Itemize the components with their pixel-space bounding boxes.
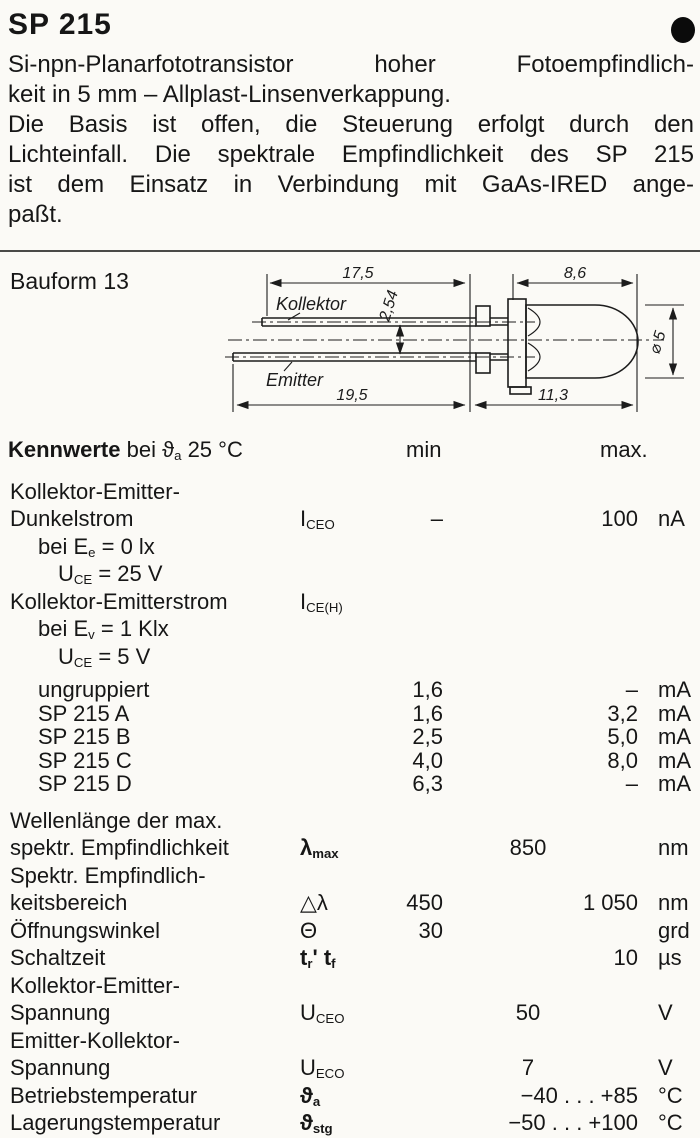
table-row	[0, 1110, 700, 1138]
param-name: Öffnungswinkel	[10, 917, 161, 943]
value-min: 1,6	[412, 677, 443, 702]
param-name: Dunkelstrom	[10, 506, 134, 531]
table-row	[0, 973, 700, 1001]
param-name: Kollektor-Emitterstrom	[10, 588, 228, 614]
table-row	[0, 1055, 700, 1083]
param-name: SP 215 C	[38, 747, 132, 773]
param-symbol: Θ	[300, 917, 318, 943]
table-rows	[0, 479, 700, 1138]
value-unit: V	[658, 1000, 673, 1025]
description-line: ist dem Einsatz in Verbindung mit GaAs-IRED ange-	[8, 171, 694, 198]
table-row	[0, 677, 700, 701]
table-header	[0, 437, 700, 465]
dim-diameter-5: ⌀ 5	[646, 329, 670, 357]
table-row	[0, 1083, 700, 1111]
table-row	[0, 835, 700, 863]
column-header-max: max.	[600, 437, 648, 462]
param-name: Kollektor-Emitter-	[10, 972, 180, 998]
value-min: 450	[406, 890, 443, 915]
dim-11-3: 11,3	[538, 387, 568, 404]
table-title: Kennwerte bei $ϑ_a$ 25 °C	[8, 437, 243, 463]
value-max: 100	[601, 506, 638, 531]
package-form-label: Bauform 13	[10, 268, 129, 294]
pin-label-kollektor: Kollektor	[276, 294, 347, 314]
param-name: bei $E_e = 0$ lx	[38, 533, 155, 560]
param-name: Emitter-Kollektor-	[10, 1027, 180, 1053]
param-symbol: $ϑ_a$	[300, 1082, 321, 1109]
value-unit: mA	[658, 700, 691, 726]
dim-17-5: 17,5	[342, 265, 374, 282]
table-row	[0, 479, 700, 507]
table-row	[0, 1028, 700, 1056]
param-name: Spannung	[10, 1000, 111, 1025]
param-name: SP 215 D	[38, 771, 132, 796]
value-unit: mA	[658, 677, 691, 702]
value-max: 10	[613, 945, 638, 970]
table-row	[0, 701, 700, 725]
table-row	[0, 863, 700, 891]
value-max: 5,0	[607, 724, 638, 749]
table-row	[0, 771, 700, 795]
param-symbol: $U_{ECO}$	[300, 1055, 345, 1081]
value-max: 8,0	[607, 747, 638, 773]
value-min: 6,3	[412, 771, 443, 796]
value-typ: 850	[509, 835, 547, 860]
param-symbol: $ϑ_{stg}$	[300, 1110, 333, 1136]
param-name: bei $E_v = 1$ Klx	[38, 616, 169, 642]
table-row	[0, 561, 700, 589]
value-unit: °C	[658, 1110, 683, 1135]
param-name: Betriebstemperatur	[10, 1082, 198, 1108]
value-max: 3,2	[607, 700, 638, 726]
value-unit: µs	[658, 945, 682, 970]
registration-dot-icon	[671, 17, 695, 43]
value-max: −40 . . . +85	[520, 1082, 638, 1108]
value-max: 1 050	[582, 890, 638, 915]
table-row	[0, 748, 700, 772]
value-unit: °C	[658, 1082, 683, 1108]
param-symbol: $I_{CEO}$	[300, 506, 335, 532]
value-unit: grd	[658, 917, 690, 943]
param-name: ungruppiert	[38, 677, 150, 702]
pin-label-emitter: Emitter	[266, 370, 324, 390]
table-row	[0, 589, 700, 617]
value-max: –	[625, 677, 638, 702]
description-line: Si-npn-Planarfototransistor hoher Fotoempfindlich-	[8, 51, 694, 78]
value-typ: 7	[521, 1055, 535, 1080]
value-min: 30	[418, 917, 443, 943]
description-line: keit in 5 mm – Allplast-Linsenverkappung.	[8, 81, 451, 108]
param-name: $U_{CE} = 5$ V	[58, 643, 151, 670]
table-row	[0, 1000, 700, 1028]
description-line: Lichteinfall. Die spektrale Empfindlichkeit des SP 215	[8, 141, 694, 168]
value-unit: mA	[658, 724, 691, 749]
column-header-min: min	[406, 437, 442, 462]
param-symbol: △λ	[300, 890, 328, 915]
value-min: –	[430, 506, 443, 531]
dim-8-6: 8,6	[563, 265, 587, 282]
table-row	[0, 918, 700, 946]
value-max: −50 . . . +100	[508, 1110, 638, 1135]
table-row	[0, 808, 700, 836]
value-typ: 50	[515, 1000, 541, 1025]
param-name: Wellenlänge der max.	[10, 807, 223, 833]
characteristics-table	[0, 437, 700, 1138]
dim-19-5: 19,5	[336, 387, 368, 404]
param-name: SP 215 A	[38, 700, 130, 726]
value-min: 2,5	[412, 724, 443, 749]
param-name: Lagerungstemperatur	[10, 1110, 221, 1135]
table-row	[0, 890, 700, 918]
param-symbol: $\lambda_{max}$	[300, 835, 339, 861]
value-max: –	[625, 771, 638, 796]
value-unit: V	[658, 1055, 673, 1080]
param-name: keitsbereich	[10, 890, 128, 915]
value-unit: nA	[658, 506, 685, 531]
description	[8, 50, 694, 230]
description-line: paßt.	[8, 201, 63, 228]
param-symbol: $I_{CE(H)}$	[300, 588, 343, 615]
value-unit: mA	[658, 747, 691, 773]
value-unit: nm	[658, 890, 689, 915]
value-unit: mA	[658, 771, 691, 796]
param-name: Spannung	[10, 1055, 111, 1080]
value-min: 4,0	[412, 747, 443, 773]
param-name: Spektr. Empfindlich-	[10, 862, 206, 888]
value-min: 1,6	[412, 700, 443, 726]
description-line: Die Basis ist offen, die Steuerung erfolgt durch den	[8, 111, 694, 138]
package-drawing	[0, 246, 700, 438]
table-row	[0, 506, 700, 534]
page-title: SP 215	[8, 8, 112, 41]
table-row	[0, 534, 700, 562]
param-name: $U_{CE} = 25$ V	[58, 561, 163, 587]
table-row	[0, 616, 700, 644]
dim-2-54: 2,54	[376, 288, 402, 324]
table-row	[0, 644, 700, 672]
param-name: spektr. Empfindlichkeit	[10, 835, 229, 860]
value-unit: nm	[658, 835, 689, 860]
table-row	[0, 724, 700, 748]
param-symbol: $t_r'$ $t_f$	[300, 945, 336, 971]
table-row	[0, 945, 700, 973]
param-symbol: $U_{CEO}$	[300, 1000, 345, 1026]
param-name: SP 215 B	[38, 724, 131, 749]
param-name: Schaltzeit	[10, 945, 106, 970]
param-name: Kollektor-Emitter-	[10, 478, 180, 504]
